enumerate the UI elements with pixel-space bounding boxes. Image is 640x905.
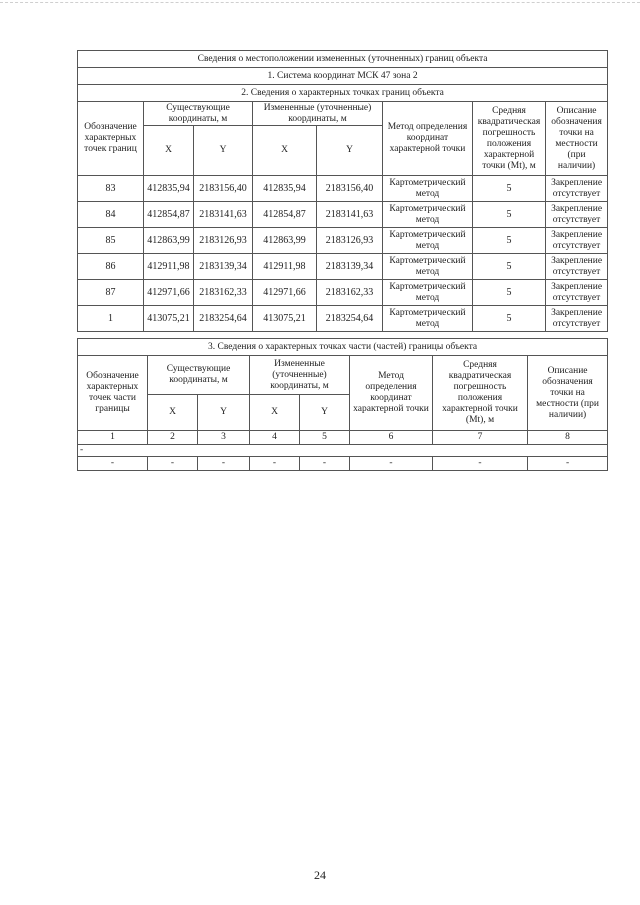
col-number: 8 <box>528 431 608 445</box>
point-cell: 87 <box>78 280 144 306</box>
x-changed-cell: 412863,99 <box>253 228 317 254</box>
header-y-changed: Y <box>300 395 350 431</box>
header-y-existing: Y <box>198 395 250 431</box>
header-x-existing: X <box>144 126 194 176</box>
section-3-title: 3. Сведения о характерных точках части (частей) границы объекта <box>78 339 608 356</box>
header-method: Метод определения координат характерной точки <box>383 102 473 176</box>
description-cell: Закрепление отсутствует <box>546 176 608 202</box>
error-cell: 5 <box>473 176 546 202</box>
empty-cell: - <box>198 457 250 471</box>
empty-cell: - <box>78 457 148 471</box>
description-cell: Закрепление отсутствует <box>546 306 608 332</box>
point-cell: 85 <box>78 228 144 254</box>
dash-cell: - <box>78 445 608 457</box>
method-cell: Картометрический метод <box>383 306 473 332</box>
x-changed-cell: 412971,66 <box>253 280 317 306</box>
dash-row <box>78 445 608 457</box>
x-changed-cell: 412835,94 <box>253 176 317 202</box>
y-existing-cell: 2183156,40 <box>194 176 253 202</box>
method-cell: Картометрический метод <box>383 280 473 306</box>
empty-cell: - <box>300 457 350 471</box>
col-number: 7 <box>433 431 528 445</box>
description-cell: Закрепление отсутствует <box>546 202 608 228</box>
point-cell: 84 <box>78 202 144 228</box>
scan-edge-line <box>0 2 640 3</box>
header-designation: Обозначение характерных точек границ <box>78 102 144 176</box>
y-existing-cell: 2183254,64 <box>194 306 253 332</box>
col-number: 6 <box>350 431 433 445</box>
header-x-existing: X <box>148 395 198 431</box>
col-number: 5 <box>300 431 350 445</box>
col-number: 1 <box>78 431 148 445</box>
x-changed-cell: 412911,98 <box>253 254 317 280</box>
header-x-changed: X <box>250 395 300 431</box>
header-existing-coords: Существующие координаты, м <box>144 102 253 126</box>
table-title: Сведения о местоположении измененных (уточненных) границ объекта <box>78 51 608 68</box>
method-cell: Картометрический метод <box>383 254 473 280</box>
table-row <box>78 228 608 254</box>
y-changed-cell: 2183254,64 <box>317 306 383 332</box>
header-x-changed: X <box>253 126 317 176</box>
empty-cell: - <box>250 457 300 471</box>
error-cell: 5 <box>473 202 546 228</box>
x-existing-cell: 412835,94 <box>144 176 194 202</box>
table-row <box>78 254 608 280</box>
empty-cell: - <box>433 457 528 471</box>
y-existing-cell: 2183141,63 <box>194 202 253 228</box>
x-existing-cell: 412863,99 <box>144 228 194 254</box>
y-existing-cell: 2183139,34 <box>194 254 253 280</box>
x-changed-cell: 412854,87 <box>253 202 317 228</box>
method-cell: Картометрический метод <box>383 176 473 202</box>
column-number-row <box>78 431 608 445</box>
header-changed-coords: Измененные (уточненные) координаты, м <box>253 102 383 126</box>
header-y-changed: Y <box>317 126 383 176</box>
col-number: 4 <box>250 431 300 445</box>
header-existing-coords: Существующие координаты, м <box>148 356 250 395</box>
x-existing-cell: 412971,66 <box>144 280 194 306</box>
header-error: Средняя квадратическая погрешность положения характерной точки (Mt), м <box>433 356 528 431</box>
description-cell: Закрепление отсутствует <box>546 228 608 254</box>
boundary-points-table <box>77 50 608 332</box>
header-description: Описание обозначения точки на местности (при наличии) <box>546 102 608 176</box>
x-existing-cell: 412854,87 <box>144 202 194 228</box>
error-cell: 5 <box>473 280 546 306</box>
point-cell: 86 <box>78 254 144 280</box>
table-row <box>78 202 608 228</box>
y-changed-cell: 2183139,34 <box>317 254 383 280</box>
header-y-existing: Y <box>194 126 253 176</box>
table-row <box>78 306 608 332</box>
y-existing-cell: 2183162,33 <box>194 280 253 306</box>
table-row <box>78 457 608 471</box>
header-method: Метод определения координат характерной точки <box>350 356 433 431</box>
boundary-part-points-table <box>77 338 608 471</box>
error-cell: 5 <box>473 254 546 280</box>
y-changed-cell: 2183126,93 <box>317 228 383 254</box>
empty-cell: - <box>148 457 198 471</box>
method-cell: Картометрический метод <box>383 228 473 254</box>
x-existing-cell: 413075,21 <box>144 306 194 332</box>
y-changed-cell: 2183141,63 <box>317 202 383 228</box>
x-existing-cell: 412911,98 <box>144 254 194 280</box>
y-changed-cell: 2183162,33 <box>317 280 383 306</box>
method-cell: Картометрический метод <box>383 202 473 228</box>
x-changed-cell: 413075,21 <box>253 306 317 332</box>
point-cell: 83 <box>78 176 144 202</box>
point-cell: 1 <box>78 306 144 332</box>
table-row <box>78 280 608 306</box>
description-cell: Закрепление отсутствует <box>546 280 608 306</box>
y-changed-cell: 2183156,40 <box>317 176 383 202</box>
col-number: 3 <box>198 431 250 445</box>
table-row <box>78 176 608 202</box>
header-description: Описание обозначения точки на местности (при наличии) <box>528 356 608 431</box>
error-cell: 5 <box>473 228 546 254</box>
description-cell: Закрепление отсутствует <box>546 254 608 280</box>
section-2-title: 2. Сведения о характерных точках границ объекта <box>78 85 608 102</box>
error-cell: 5 <box>473 306 546 332</box>
page-number: 24 <box>314 868 326 882</box>
header-designation: Обозначение характерных точек части границы <box>78 356 148 431</box>
coordinate-system: 1. Система координат МСК 47 зона 2 <box>78 68 608 85</box>
header-changed-coords: Измененные (уточненные) координаты, м <box>250 356 350 395</box>
empty-cell: - <box>528 457 608 471</box>
col-number: 2 <box>148 431 198 445</box>
header-error: Средняя квадратическая погрешность положения характерной точки (Mt), м <box>473 102 546 176</box>
y-existing-cell: 2183126,93 <box>194 228 253 254</box>
empty-cell: - <box>350 457 433 471</box>
